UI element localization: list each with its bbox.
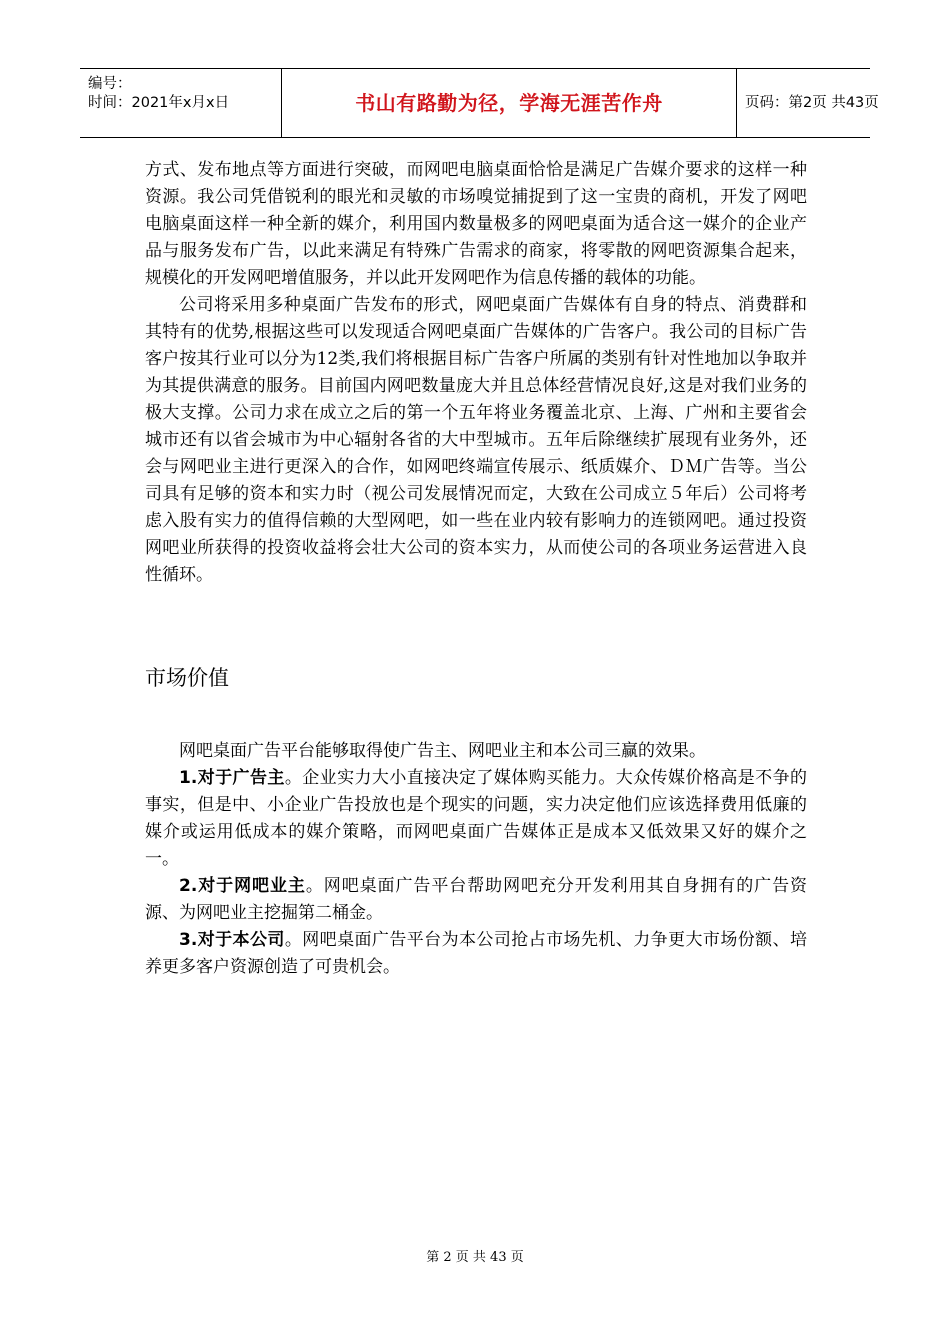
market-item-netcafe-owner <box>145 873 807 927</box>
market-item-text: 。网吧桌面广告平台为本公司抢占市场先机、力争更大市场份额、培养更多客户资源创造了可贵机会。 <box>145 930 807 977</box>
header-page-info: 页码：第2页 共43页 <box>745 95 879 111</box>
market-item-text: 。企业实力大小直接决定了媒体购买能力。大众传媒价格高是不争的事实，但是中、小企业广告投放也是个现实的问题，实力决定他们应该选择费用低廉的媒介或运用低成本的媒介策略，而网吧桌面广告媒体正是成本又低效果又好的媒介之一。 <box>145 768 807 869</box>
market-item-advertiser <box>145 765 807 873</box>
intro-section <box>145 157 807 589</box>
market-item-text: 。网吧桌面广告平台帮助网吧充分开发利用其自身拥有的广告资源、为网吧业主挖掘第二桶金。 <box>145 876 808 923</box>
market-item-label: 1.对于广告主 <box>179 768 285 788</box>
page-header <box>80 68 879 138</box>
market-item-label: 2.对于网吧业主 <box>179 876 306 896</box>
market-section <box>145 738 807 981</box>
document-time-label: 时间：2021年x月x日 <box>88 95 230 111</box>
section-title-market-value: 市场价值 <box>145 666 229 690</box>
market-item-company <box>145 927 807 981</box>
market-lead-paragraph: 网吧桌面广告平台能够取得使广告主、网吧业主和本公司三赢的效果。 <box>179 741 706 761</box>
page-footer: 第 2 页 共 43 页 <box>426 1250 524 1265</box>
header-motto: 书山有路勤为径，学海无涯苦作舟 <box>282 69 737 137</box>
document-number-label: 编号： <box>88 76 132 92</box>
intro-paragraph-1: 方式、发布地点等方面进行突破，而网吧电脑桌面恰恰是满足广告媒介要求的这样一种资源。我公司凭借锐利的眼光和灵敏的市场嗅觉捕捉到了这一宝贵的商机，开发了网吧电脑桌面这样一种全新的媒介，利用国内数量极多的网吧桌面为适合这一媒介的企业产品与服务发布广告，以此来满足有特殊广告需求的商家，将零散的网吧资源集合起来，规模化的开发网吧增值服务，并以此开发网吧作为信息传播的载体的功能。 <box>145 160 807 288</box>
market-item-label: 3.对于本公司 <box>179 930 285 950</box>
intro-paragraph-2: 公司将采用多种桌面广告发布的形式，网吧桌面广告媒体有自身的特点、消费群和其特有的优势,根据这些可以发现适合网吧桌面广告媒体的广告客户。我公司的目标广告客户按其行业可以分为12类,我们将根据目标广告客户所属的类别有针对性地加以争取并为其提供满意的服务。目前国内网吧数量庞大并且总体经营情况良好,这是对我们业务的极大支撑。公司力求在成立之后的第一个五年将业务覆盖北京、上海、广州和主要省会城市还有以省会城市为中心辐射各省的大中型城市。五年后除继续扩展现有业务外，还会与网吧业主进行更深入的合作，如网吧终端宣传展示、纸质媒介、ＤＭ广告等。当公司具有足够的资本和实力时（视公司发展情况而定，大致在公司成立５年后）公司将考虑入股有实力的值得信赖的大型网吧，如一些在业内较有影响力的连锁网吧。通过投资网吧业所获得的投资收益将会壮大公司的资本实力，从而使公司的各项业务运营进入良性循环。 <box>145 295 807 585</box>
header-meta-cell <box>80 69 282 137</box>
